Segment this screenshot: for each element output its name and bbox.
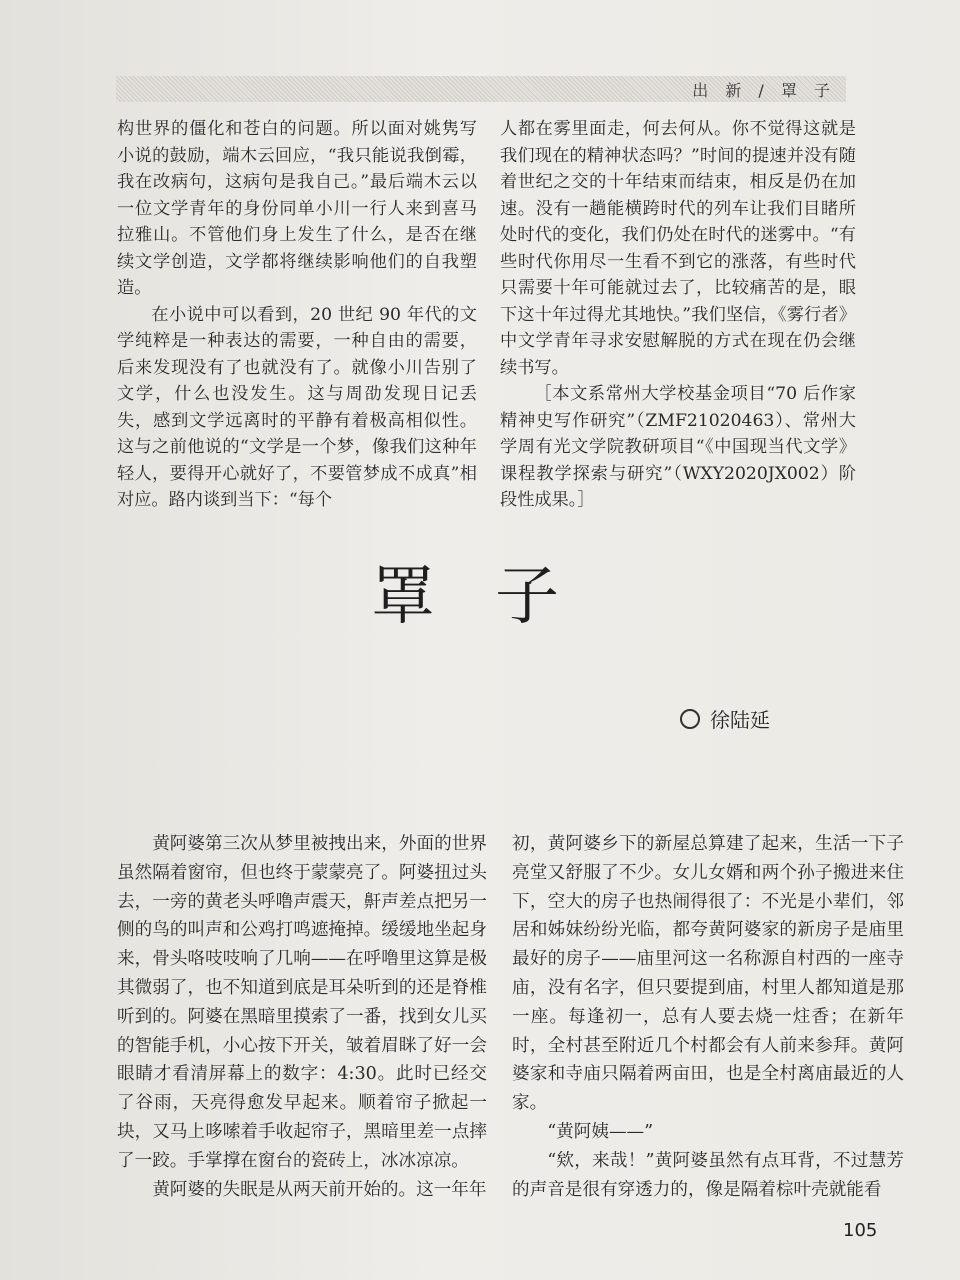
- paragraph: 构世界的僵化和苍白的问题。所以面对姚隽写小说的鼓励，端木云回应，“我只能说我倒霉，我在改病句，这病句是我自己。”最后端木云以一位文学青年的身份同单小川一行人来到喜马拉雅山。不管他们身上发生了什么，是否在继续文学创造，文学都将继续影响他们的自我塑造。: [117, 119, 477, 298]
- circle-bullet-icon: [680, 709, 700, 729]
- paragraph: “欸，来哉！”黄阿婆虽然有点耳背，不过慧芳的声音是很有穿透力的，像是隔着棕叶壳就能看: [512, 1150, 904, 1200]
- previous-article-left-column: [117, 116, 477, 514]
- article-byline: [680, 704, 770, 733]
- paragraph: 人都在雾里面走，何去何从。你不觉得这就是我们现在的精神状态吗？”时间的提速并没有随着世纪之交的十年结束而结束，相反是仍在加速。没有一趟能横跨时代的列车让我们目睹所处时代的变化，我们仍处在时代的迷雾中。“有些时代你用尽一生看不到它的涨落，有些时代只需要十年可能就过去了，比较痛苦的是，眼下这十年过得尤其地快。”我们坚信，《雾行者》中文学青年寻求安慰解脱的方式在现在仍会继续书写。: [500, 119, 856, 378]
- paragraph: 初，黄阿婆乡下的新屋总算建了起来，生活一下子亮堂又舒服了不少。女儿女婿和两个孙子搬进来住下，空大的房子也热闹得很了：不光是小辈们，邻居和姊妹纷纷光临，都夸黄阿婆家的新房子是庙里最好的房子——庙里河这一名称源自村西的一座寺庙，没有名字，但只要提到庙，村里人都知道是那一座。每逢初一，总有人要去烧一炷香；在新年时，全村甚至附近几个村都会有人前来参拜。黄阿婆家和寺庙只隔着两亩田，也是全村离庙最近的人家。: [512, 834, 904, 1114]
- story-left-column: [117, 830, 487, 1204]
- section-header-bar: [116, 76, 846, 102]
- funding-note: ［本文系常州大学校基金项目“70 后作家精神史写作研究”（ZMF21020463）、常州大学周有光文学院教研项目“《中国现当代文学》课程教学探索与研究”（WXY2020JX002）阶段性成果。］: [500, 384, 856, 510]
- page-number: 105: [843, 1220, 878, 1241]
- article-title: 罩子: [371, 560, 619, 634]
- paragraph: 黄阿婆的失眠是从两天前开始的。这一年年: [152, 1179, 487, 1200]
- section-label: 出 新 / 罩 子: [692, 81, 836, 100]
- previous-article-right-column: [500, 116, 856, 514]
- paragraph: 在小说中可以看到，20 世纪 90 年代的文学纯粹是一种表达的需要，一种自由的需要，后来发现没有了也就没有了。就像小川告别了文学，什么也没发生。这与周劭发现日记丢失，感到文学远离时的平静有着极高相似性。这与之前他说的“文学是一个梦，像我们这种年轻人，要得开心就好了，不要管梦成不成真”相对应。路内谈到当下：“每个: [117, 304, 477, 510]
- author-name: 徐陆延: [710, 708, 770, 732]
- dialogue-line: “黄阿姨——”: [547, 1121, 654, 1142]
- paragraph: 黄阿婆第三次从梦里被拽出来，外面的世界虽然隔着窗帘，但也终于蒙蒙亮了。阿婆扭过头去，一旁的黄老头呼噜声震天，鼾声差点把另一侧的鸟的叫声和公鸡打鸣遮掩掉。缓缓地坐起身来，骨头咯吱吱响了几响——在呼噜里这算是极其微弱了，也不知道到底是耳朵听到的还是脊椎听到的。阿婆在黑暗里摸索了一番，找到女儿买的智能手机，小心按下开关，皱着眉眯了好一会眼睛才看清屏幕上的数字：4:30。此时已经交了谷雨，天亮得愈发早起来。顺着帘子掀起一块，又马上哆嗦着手收起帘子，黑暗里差一点摔了一跤。手掌撑在窗台的瓷砖上，冰冰凉凉。: [117, 834, 487, 1171]
- story-right-column: [512, 830, 904, 1204]
